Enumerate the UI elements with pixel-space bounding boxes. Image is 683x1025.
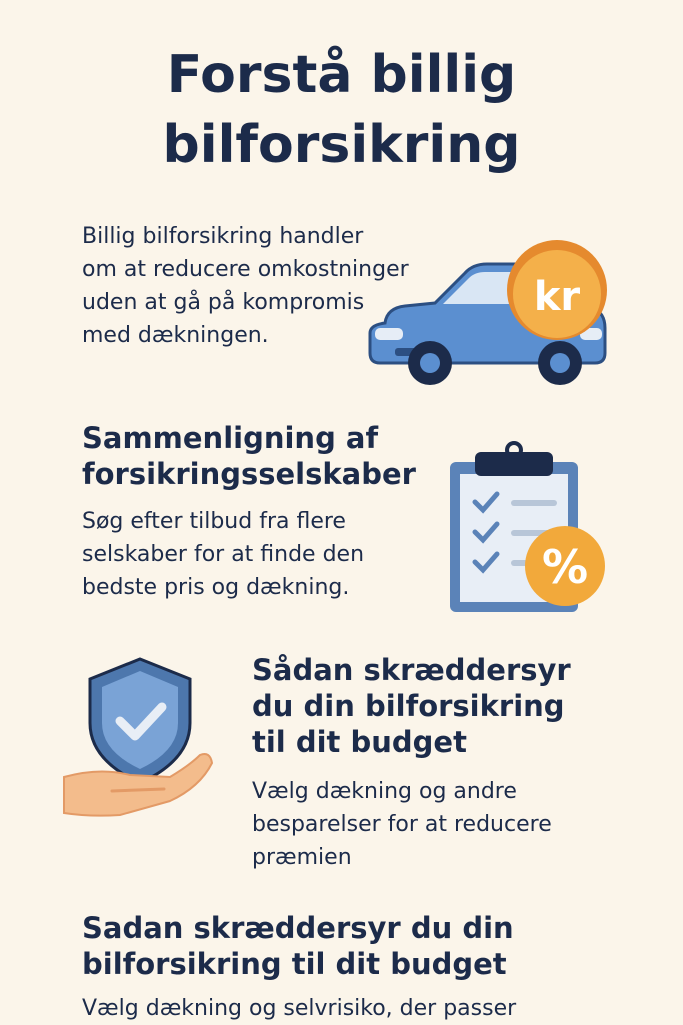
intro-text (82, 220, 409, 352)
section1-text (82, 505, 364, 604)
title-line-1: Forstå billig (166, 45, 517, 105)
section1-heading-line-2: forsikringsselskaber (82, 457, 416, 491)
section2-line-1: Vælg dækning og andre (252, 779, 517, 804)
section1-heading (82, 420, 416, 492)
intro-line-1: Billig bilforsikring handler (82, 224, 364, 249)
section1-line-3: bedste pris og dækning. (82, 575, 350, 600)
section2-heading-line-2: du din bilforsikring (252, 689, 565, 723)
percent-label: % (541, 540, 589, 594)
section1-line-2: selskaber for at finde den (82, 542, 365, 567)
clipboard-checklist-icon (445, 440, 615, 620)
section2-text (252, 775, 552, 874)
intro-line-3: uden at gå på kompromis (82, 290, 365, 315)
section1-heading-line-1: Sammenligning af (82, 421, 379, 455)
section2-line-2: besparelser for at reducere (252, 812, 552, 837)
section2-heading (252, 652, 571, 760)
intro-line-2: om at reducere omkostninger (82, 257, 409, 282)
coin-label: kr (533, 274, 581, 320)
section3-heading-line-1: Sadan skræddersyr du din (82, 911, 514, 945)
section3-text (82, 992, 516, 1025)
intro-line-4: med dækningen. (82, 323, 269, 348)
shield-check-icon (60, 655, 220, 825)
car-icon (365, 228, 615, 388)
section1-line-1: Søg efter tilbud fra flere (82, 509, 346, 534)
section3-line-1: Vælg dækning og selvrisiko, der passer (82, 996, 517, 1021)
section2-heading-line-3: til dit budget (252, 725, 467, 759)
title-line-2: bilforsikring (162, 115, 521, 175)
section2-line-3: præmien (252, 845, 352, 870)
page-title (0, 40, 683, 180)
section2-heading-line-1: Sådan skræddersyr (252, 653, 571, 687)
section3-heading-line-2: bilforsikring til dit budget (82, 947, 507, 981)
section3-heading (82, 910, 514, 982)
